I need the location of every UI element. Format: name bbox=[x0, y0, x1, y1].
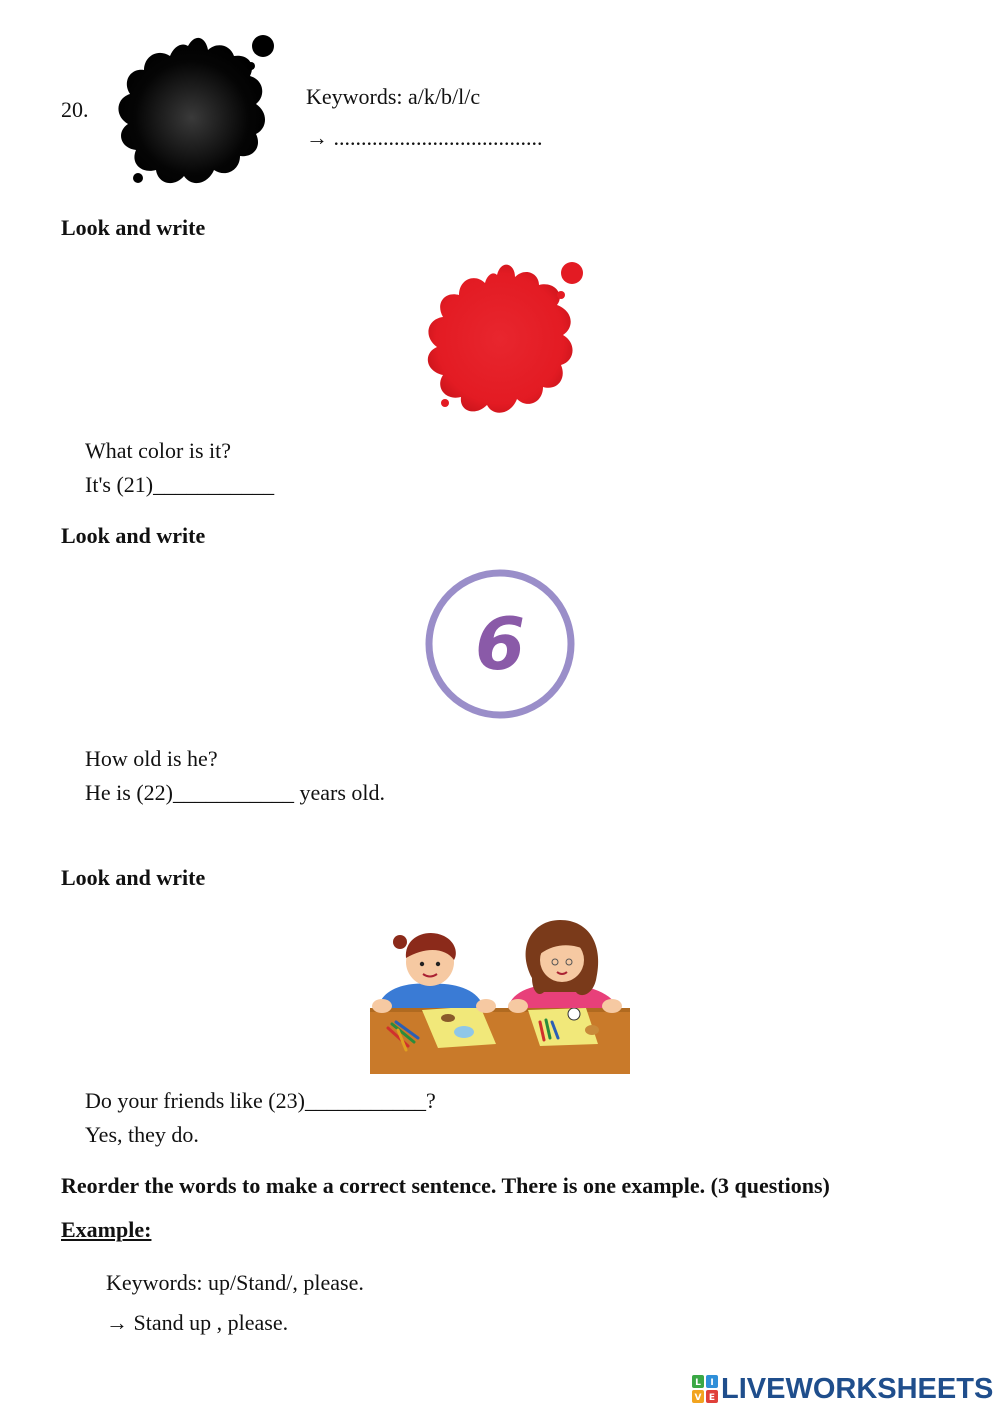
question-number: 20. bbox=[61, 97, 89, 122]
question-suffix: ? bbox=[425, 1088, 436, 1113]
question-text: How old is he? bbox=[85, 746, 218, 771]
liveworksheets-logo bbox=[692, 1372, 993, 1406]
svg-text:I: I bbox=[710, 1378, 714, 1388]
answer-sentence bbox=[85, 780, 385, 806]
red-ink-splat-image bbox=[415, 255, 590, 425]
section-heading: Look and write bbox=[61, 865, 206, 890]
section-heading: Look and write bbox=[61, 215, 206, 240]
circle-number: 6 bbox=[474, 602, 526, 686]
answer-text: Yes, they do. bbox=[85, 1122, 199, 1147]
answer-prefix: He is (22) bbox=[85, 780, 173, 805]
reorder-heading: Reorder the words to make a correct sentence. There is one example. (3 questions) bbox=[61, 1173, 830, 1198]
answer-blank-21[interactable]: ___________ bbox=[153, 472, 275, 497]
section-heading: Look and write bbox=[61, 523, 206, 548]
svg-text:L: L bbox=[695, 1378, 701, 1388]
answer-prefix: It's (21) bbox=[85, 472, 154, 497]
example-keywords: Keywords: up/Stand/, please. bbox=[106, 1270, 364, 1295]
answer-line[interactable]: → ...................................... bbox=[306, 125, 543, 150]
children-drawing-image bbox=[368, 918, 632, 1076]
question-text: What color is it? bbox=[85, 438, 232, 463]
example-answer: → Stand up , please. bbox=[106, 1310, 289, 1335]
svg-text:V: V bbox=[694, 1393, 702, 1403]
number-circle-image bbox=[423, 567, 577, 721]
svg-text:E: E bbox=[708, 1393, 716, 1403]
answer-blank-22[interactable]: ___________ bbox=[172, 780, 294, 805]
question-prefix: Do your friends like (23) bbox=[85, 1088, 305, 1113]
answer-blank-23[interactable]: ___________ bbox=[304, 1088, 426, 1113]
answer-sentence bbox=[85, 472, 274, 498]
black-ink-splat-image bbox=[108, 28, 278, 193]
answer-suffix: years old. bbox=[293, 780, 386, 805]
logo-text: LIVEWORKSHEETS bbox=[721, 1372, 994, 1405]
question-sentence bbox=[85, 1088, 436, 1114]
liveworksheets-icon bbox=[692, 1375, 718, 1403]
example-label: Example: bbox=[61, 1217, 152, 1242]
keywords-text: Keywords: a/k/b/l/c bbox=[306, 84, 481, 109]
